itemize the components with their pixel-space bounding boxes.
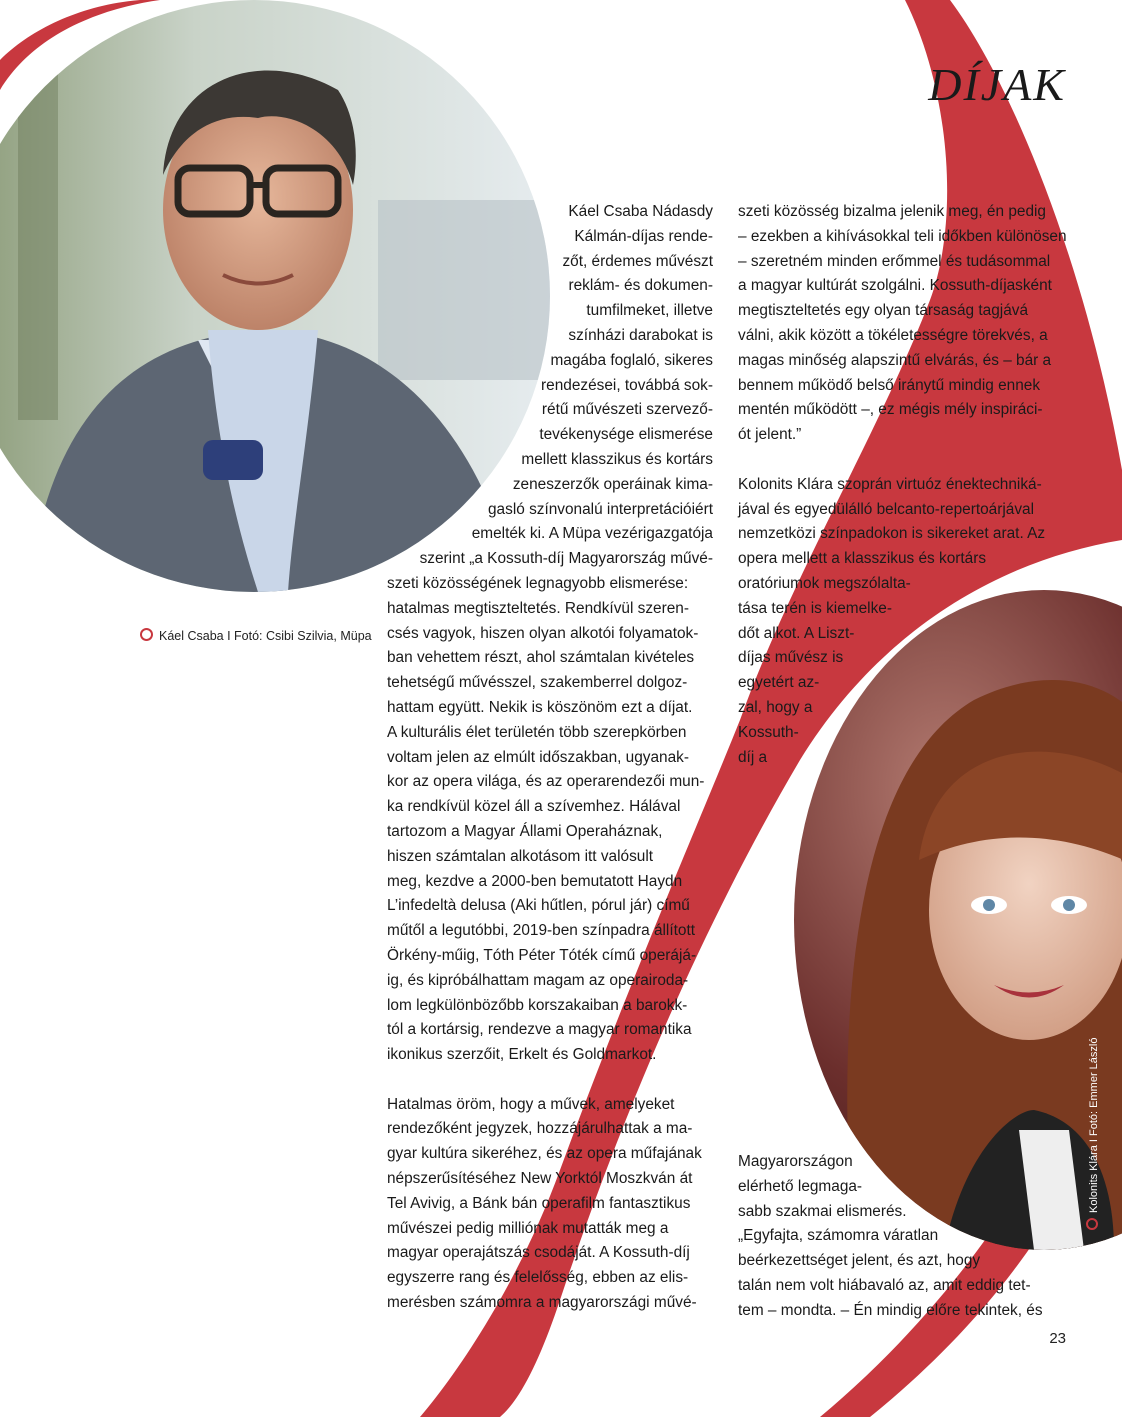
text-line: oratóriumok megszólalta- (738, 574, 911, 592)
text-line: rétű művészeti szervező- (541, 401, 713, 419)
text-line: lom legkülönbözőbb korszakaiban a barokk- (387, 996, 688, 1014)
text-line: megtiszteltetés egy olyan társaság tagjává (738, 302, 1029, 320)
text-line: Örkény-műig, Tóth Péter Tóték című operájá- (387, 946, 697, 964)
text-line: színházi darabokat is (568, 326, 713, 344)
text-line: rendezőként jegyzek, hozzájárulhattak a ma- (387, 1120, 693, 1138)
text-line: – szeretném minden erőmmel és tudásommal (738, 252, 1051, 270)
text-line: tása terén is kiemelke- (738, 599, 892, 617)
text-line: magyar operajátszás csodáját. A Kossuth-díj (387, 1244, 690, 1262)
text-line: dőt alkot. A Liszt- (738, 624, 855, 642)
text-line: válni, akik között a tökéletességre törekvés, a (738, 326, 1048, 344)
text-line: emelték ki. A Müpa vezérigazgatója (471, 525, 713, 543)
text-line: tevékenysége elismerése (539, 426, 713, 444)
section-title: DÍJAK (928, 59, 1066, 110)
text-line: művészei pedig milliónak mutatták meg a (387, 1219, 669, 1237)
caption-bullet-icon (140, 628, 153, 641)
text-line: díj a (738, 748, 768, 766)
text-line: ót jelent.” (738, 426, 802, 444)
text-line: tem – mondta. – Én mindig előre tekintek, és (738, 1301, 1043, 1319)
text-line: jával és egyedülálló belcanto-repertoárjával (738, 500, 1035, 518)
text-line: magas minőség alapszintű elvárás, és – bár a (738, 351, 1052, 369)
caption-kolonits-klara: Kolonits Klára I Fotó: Emmer László (1086, 1030, 1100, 1230)
text-line: szeti közösség bizalma jelenik meg, én pedig (738, 203, 1046, 220)
text-line: Tel Avivig, a Bánk bán operafilm fantasztikus (387, 1194, 691, 1212)
paragraph-gap (387, 1068, 713, 1093)
text-line: reklám- és dokumen- (568, 277, 713, 295)
text-line: talán nem volt hiábavaló az, amit eddig tet- (738, 1276, 1031, 1294)
text-line: a magyar kultúrát szolgálni. Kossuth-díjasként (738, 277, 1052, 295)
text-line: L’infedeltà delusa (Aki hűtlen, pórul jár) című (387, 897, 690, 915)
text-line: zeneszerzők operáinak kima- (512, 475, 713, 493)
article-column-1 (387, 200, 713, 1316)
text-line: beérkezettséget jelent, és azt, hogy (738, 1252, 981, 1270)
text-line: tumfilmeket, illetve (586, 302, 713, 320)
paragraph-gap (738, 448, 1064, 473)
text-line: mellett klasszikus és kortárs (521, 450, 713, 468)
text-line: ig, és kipróbálhattam magam az operairoda- (387, 971, 689, 989)
text-line: hattam együtt. Nekik is köszönöm ezt a díjat. (387, 698, 693, 716)
text-line: műtől a legutóbbi, 2019-ben színpadra állított (387, 922, 696, 940)
text-line: Kálmán-díjas rende- (574, 227, 713, 245)
text-line: hatalmas megtiszteltetés. Rendkívül szeren- (387, 599, 689, 617)
text-line: kor az opera világa, és az operarendezői mun- (387, 773, 705, 791)
text-line: csés vagyok, hiszen olyan alkotói folyamatok- (387, 624, 699, 642)
text-line: zal, hogy a (738, 698, 813, 716)
text-line: tehetségű művésszel, szakemberrel dolgoz- (387, 674, 688, 692)
text-line: rendezései, továbbá sok- (541, 376, 713, 394)
text-line: egyszerre rang és felelősség, ebben az elis- (387, 1269, 689, 1287)
caption-kael-csaba: Káel Csaba I Fotó: Csibi Szilvia, Müpa (140, 628, 372, 643)
article-column-2-top (738, 200, 1067, 770)
text-line: ikonikus szerzőit, Erkelt és Goldmarkot. (387, 1046, 657, 1064)
text-line: gasló színvonalú interpretációiért (488, 500, 713, 518)
text-line: tól a kortársig, rendezve a magyar romantika (387, 1021, 692, 1039)
text-line: Kossuth- (738, 723, 799, 741)
text-line: opera mellett a klasszikus és kortárs (738, 550, 987, 568)
text-line: bennem működő belső iránytű mindig ennek (738, 376, 1041, 394)
text-line: egyetért az- (738, 674, 820, 692)
caption-bullet-icon (1086, 1218, 1098, 1230)
page-number: 23 (1049, 1330, 1066, 1347)
text-line: voltam jelen az elmúlt időszakban, ugyanak- (387, 748, 689, 766)
text-line: sabb szakmai elismerés. (738, 1202, 907, 1220)
text-line: szerint „a Kossuth-díj Magyarország művé- (419, 550, 713, 568)
text-line: díjas művész is (738, 649, 844, 667)
text-line: mentén működött –, ez mégis mély inspiráci- (738, 401, 1043, 419)
text-line: ka rendkívül közel áll a szívemhez. Hálával (387, 798, 681, 816)
text-line: tartozom a Magyar Állami Operaháznak, (387, 822, 663, 840)
text-line: meg, kezdve a 2000-ben bemutatott Haydn (387, 872, 683, 890)
text-line: népszerűsítéséhez New Yorktól Moszkván át (387, 1170, 693, 1188)
text-line: szeti közösségének legnagyobb elismerése: (387, 574, 689, 592)
text-line: hiszen számtalan alkotásom itt valósult (387, 847, 654, 865)
text-line: elérhető legmaga- (738, 1177, 863, 1195)
text-line: nemzetközi színpadokon is sikereket arat. Az (738, 525, 1046, 543)
text-line: „Egyfajta, számomra váratlan (738, 1227, 939, 1245)
article-column-2-bottom (738, 1150, 1064, 1324)
text-line: zőt, érdemes művészt (562, 252, 713, 270)
text-line: – ezekben a kihívásokkal teli időkben különösen (738, 227, 1067, 245)
text-line: Káel Csaba Nádasdy (568, 203, 713, 220)
text-line: A kulturális élet területén több szerepkörben (387, 723, 687, 741)
text-line: Magyarországon (738, 1153, 853, 1170)
text-line: Kolonits Klára szoprán virtuóz énektechniká- (738, 475, 1042, 493)
text-line: magába foglaló, sikeres (550, 351, 713, 369)
text-line: ban vehettem részt, ahol számtalan kivételes (387, 649, 695, 667)
text-line: merésben számomra a magyarországi művé- (387, 1294, 697, 1312)
text-line: Hatalmas öröm, hogy a művek, amelyeket (387, 1095, 675, 1113)
text-line: gyar kultúra sikeréhez, és az opera műfajának (387, 1145, 702, 1163)
